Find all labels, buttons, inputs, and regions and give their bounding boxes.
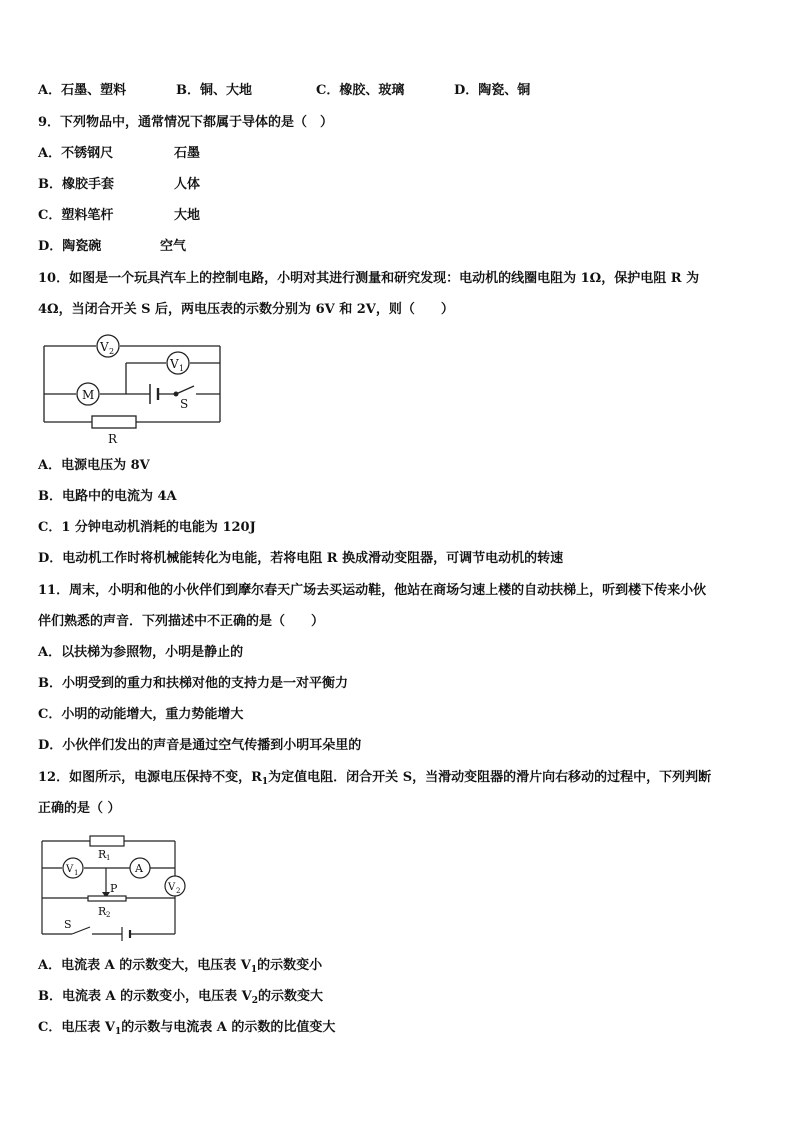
q9-option-b: B．橡胶手套 bbox=[38, 177, 114, 192]
q12-option-b bbox=[38, 988, 323, 1010]
motor-label: M bbox=[82, 388, 95, 402]
v1-label: V bbox=[66, 864, 74, 875]
r1-label: R bbox=[98, 848, 107, 861]
q11-option-b: B．小明受到的重力和扶梯对他的支持力是一对平衡力 bbox=[38, 676, 348, 691]
switch-icon bbox=[174, 386, 194, 396]
v2-label: V bbox=[168, 882, 176, 893]
q9-option-c: C．塑料笔杆 bbox=[38, 208, 114, 223]
q9-stem: 9．下列物品中，通常情况下都属于导体的是（ ） bbox=[38, 115, 334, 130]
r2-subscript: 2 bbox=[106, 911, 111, 919]
q12-stem-line1 bbox=[38, 769, 711, 791]
q12-option-b-part2: 的示数变大 bbox=[258, 989, 324, 1004]
v1-subscript: 1 bbox=[179, 364, 185, 373]
v2-subscript: 2 bbox=[109, 347, 115, 356]
q12-option-c-subscript: 1 bbox=[114, 1027, 122, 1037]
q9-option-c-second: 大地 bbox=[174, 208, 201, 223]
q12-stem-part-b: 为定值电阻．闭合开关 S，当滑动变阻器的滑片向右移动的过程中，下列判断 bbox=[268, 770, 712, 785]
q12-option-a-part2: 的示数变小 bbox=[257, 958, 323, 973]
q12-option-c bbox=[38, 1019, 335, 1041]
q11-option-a: A．以扶梯为参照物，小明是静止的 bbox=[38, 645, 244, 660]
ammeter-label: A bbox=[135, 862, 143, 875]
q9-option-a: A．不锈钢尺 bbox=[38, 146, 114, 161]
q10-option-c: C．1 分钟电动机消耗的电能为 120J bbox=[38, 520, 256, 535]
switch-label: S bbox=[64, 918, 72, 931]
v2-subscript: 2 bbox=[176, 887, 181, 895]
q8-option-d: D．陶瓷、铜 bbox=[454, 83, 531, 98]
v1-label: V bbox=[170, 357, 179, 371]
q12-option-a-subscript: 1 bbox=[250, 965, 258, 975]
q9-option-d-second: 空气 bbox=[160, 239, 187, 254]
battery-icon bbox=[150, 384, 158, 404]
q9-option-d: D．陶瓷碗 bbox=[38, 239, 102, 254]
resistor-r1-icon bbox=[90, 836, 124, 846]
q11-option-d: D．小伙伴们发出的声音是通过空气传播到小明耳朵里的 bbox=[38, 738, 362, 753]
q10-stem-line2: 4Ω，当闭合开关 S 后，两电压表的示数分别为 6V 和 2V，则（ ） bbox=[38, 302, 454, 317]
q8-option-b: B．铜、大地 bbox=[176, 83, 252, 98]
q10-stem-line1: 10．如图是一个玩具汽车上的控制电路，小明对其进行测量和研究发现：电动机的线圈电阻为 1Ω，保护电阻 R 为 bbox=[38, 271, 700, 286]
q9-option-a-second: 石墨 bbox=[174, 146, 201, 161]
slider-label: P bbox=[110, 882, 118, 895]
q10-option-b: B．电路中的电流为 4A bbox=[38, 489, 177, 504]
q12-circuit-diagram bbox=[38, 834, 188, 944]
q9-option-b-second: 人体 bbox=[174, 177, 201, 192]
resistor-icon bbox=[92, 416, 136, 428]
q12-option-a bbox=[38, 957, 322, 979]
v1-subscript: 1 bbox=[74, 869, 79, 877]
q10-option-d: D．电动机工作时将机械能转化为电能，若将电阻 R 换成滑动变阻器，可调节电动机的转速 bbox=[38, 551, 564, 566]
rheostat-r2-icon bbox=[88, 896, 126, 901]
q11-option-c: C．小明的动能增大，重力势能增大 bbox=[38, 707, 244, 722]
r1-subscript: 1 bbox=[106, 854, 111, 862]
q12-option-c-part1: C．电压表 V bbox=[38, 1020, 115, 1035]
q12-option-a-part1: A．电流表 A 的示数变大，电压表 V bbox=[38, 958, 251, 973]
resistor-label: R bbox=[108, 432, 118, 446]
switch-icon bbox=[72, 927, 90, 934]
q12-option-b-subscript: 2 bbox=[251, 996, 259, 1006]
q11-stem-line2: 伴们熟悉的声音．下列描述中不正确的是（ ） bbox=[38, 614, 325, 629]
q12-option-b-part1: B．电流表 A 的示数变小，电压表 V bbox=[38, 989, 252, 1004]
battery-icon bbox=[122, 927, 130, 941]
q8-option-c: C．橡胶、玻璃 bbox=[316, 83, 405, 98]
q11-stem-line1: 11．周末，小明和他的小伙伴们到摩尔春天广场去买运动鞋，他站在商场匀速上楼的自动扶梯上，听到楼下传来小伙 bbox=[38, 583, 707, 598]
switch-label: S bbox=[180, 397, 189, 411]
q10-option-a: A．电源电压为 8V bbox=[38, 458, 150, 473]
q12-stem-part-a: 12．如图所示，电源电压保持不变，R bbox=[38, 770, 262, 785]
r2-label: R bbox=[98, 905, 107, 918]
q12-stem-line2: 正确的是（ ） bbox=[38, 801, 121, 816]
q12-option-c-part2: 的示数与电流表 A 的示数的比值变大 bbox=[121, 1020, 336, 1035]
q12-stem-subscript: 1 bbox=[261, 777, 269, 787]
q8-option-a: A．石墨、塑料 bbox=[38, 83, 127, 98]
q10-circuit-diagram bbox=[36, 334, 226, 446]
v2-label: V bbox=[100, 340, 109, 354]
